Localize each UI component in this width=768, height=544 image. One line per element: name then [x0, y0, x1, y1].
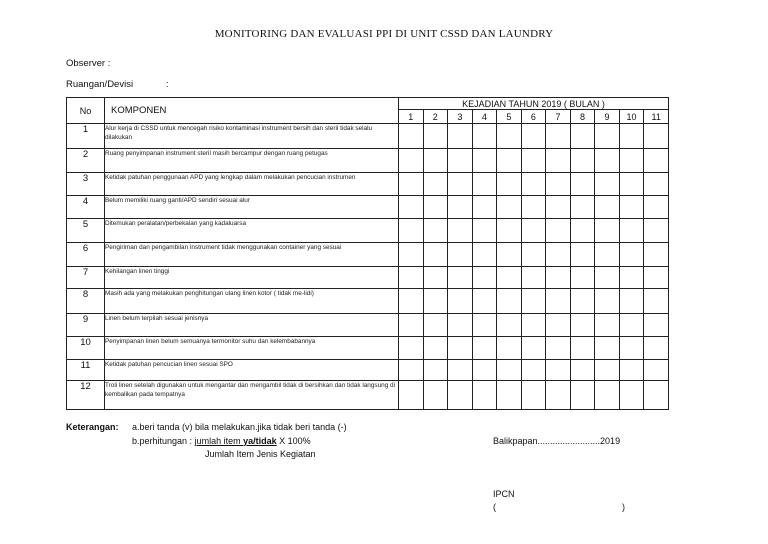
row-number: 4 — [67, 196, 105, 219]
month-cell-3[interactable] — [448, 314, 473, 337]
month-header-4: 4 — [472, 110, 497, 124]
month-cell-10[interactable] — [619, 124, 644, 149]
month-cell-8[interactable] — [570, 124, 595, 149]
month-cell-2[interactable] — [423, 196, 448, 219]
month-cell-1[interactable] — [399, 219, 424, 243]
month-header-7: 7 — [546, 110, 571, 124]
header-component: KOMPONEN — [105, 98, 399, 124]
month-cell-9[interactable] — [595, 381, 620, 410]
month-cell-8[interactable] — [570, 314, 595, 337]
month-cell-7[interactable] — [546, 337, 571, 360]
month-cell-4[interactable] — [472, 149, 497, 173]
month-cell-11[interactable] — [644, 337, 669, 360]
month-cell-11[interactable] — [644, 289, 669, 314]
month-cell-6[interactable] — [521, 219, 546, 243]
note-b — [132, 436, 311, 446]
month-cell-4[interactable] — [472, 360, 497, 381]
month-cell-11[interactable] — [644, 360, 669, 381]
month-cell-10[interactable] — [619, 149, 644, 173]
component-text: Penyimpanan linen belum semuanya termonitor suhu dan kelembabannya — [105, 337, 399, 360]
month-cell-9[interactable] — [595, 267, 620, 289]
table-row — [67, 196, 669, 219]
month-cell-10[interactable] — [619, 381, 644, 410]
component-text: Masih ada yang melakukan penghitungan ulang linen kotor ( tidak me-lidi) — [105, 289, 399, 314]
month-cell-3[interactable] — [448, 360, 473, 381]
note-b-yes-no: ya/tidak — [243, 436, 277, 446]
table-row — [67, 173, 669, 196]
month-cell-2[interactable] — [423, 314, 448, 337]
month-cell-5[interactable] — [497, 124, 522, 149]
month-cell-9[interactable] — [595, 360, 620, 381]
month-cell-11[interactable] — [644, 173, 669, 196]
note-b-suffix: X 100% — [279, 436, 311, 446]
month-cell-3[interactable] — [448, 289, 473, 314]
month-cell-8[interactable] — [570, 289, 595, 314]
month-cell-1[interactable] — [399, 173, 424, 196]
table-row — [67, 124, 669, 149]
month-cell-3[interactable] — [448, 124, 473, 149]
month-cell-5[interactable] — [497, 337, 522, 360]
month-header-6: 6 — [521, 110, 546, 124]
month-cell-8[interactable] — [570, 173, 595, 196]
month-cell-3[interactable] — [448, 337, 473, 360]
month-cell-4[interactable] — [472, 173, 497, 196]
month-cell-9[interactable] — [595, 196, 620, 219]
month-cell-6[interactable] — [521, 381, 546, 410]
month-cell-6[interactable] — [521, 173, 546, 196]
month-cell-5[interactable] — [497, 173, 522, 196]
note-b-prefix: b.perhitungan : — [132, 436, 193, 446]
month-cell-8[interactable] — [570, 360, 595, 381]
month-cell-1[interactable] — [399, 124, 424, 149]
table-row — [67, 149, 669, 173]
row-number: 9 — [67, 314, 105, 337]
month-cell-10[interactable] — [619, 243, 644, 267]
month-cell-4[interactable] — [472, 314, 497, 337]
component-text: Linen belum terpilah sesuai jenisnya — [105, 314, 399, 337]
month-cell-2[interactable] — [423, 337, 448, 360]
month-cell-9[interactable] — [595, 289, 620, 314]
month-cell-5[interactable] — [497, 219, 522, 243]
month-cell-2[interactable] — [423, 173, 448, 196]
month-cell-7[interactable] — [546, 243, 571, 267]
month-cell-11[interactable] — [644, 267, 669, 289]
notes-label: Keterangan: — [66, 422, 119, 432]
month-cell-2[interactable] — [423, 219, 448, 243]
month-cell-7[interactable] — [546, 314, 571, 337]
month-cell-1[interactable] — [399, 243, 424, 267]
month-cell-1[interactable] — [399, 337, 424, 360]
row-number: 2 — [67, 149, 105, 173]
signature-role: IPCN — [493, 489, 515, 499]
month-header-5: 5 — [497, 110, 522, 124]
month-cell-6[interactable] — [521, 149, 546, 173]
table-row — [67, 267, 669, 289]
month-cell-7[interactable] — [546, 124, 571, 149]
monitoring-table — [66, 97, 669, 410]
month-cell-3[interactable] — [448, 219, 473, 243]
row-number: 10 — [67, 337, 105, 360]
component-text: Troli linen setelah digunakan untuk mengantar dan mengambil tidak di bersihkan dan tidak langsung di kembalikan pada tempatnya — [105, 381, 399, 410]
month-cell-1[interactable] — [399, 149, 424, 173]
row-number: 6 — [67, 243, 105, 267]
month-cell-11[interactable] — [644, 124, 669, 149]
month-cell-10[interactable] — [619, 173, 644, 196]
month-cell-6[interactable] — [521, 337, 546, 360]
month-cell-9[interactable] — [595, 314, 620, 337]
month-cell-8[interactable] — [570, 243, 595, 267]
month-cell-10[interactable] — [619, 267, 644, 289]
room-colon: : — [166, 79, 169, 90]
room-field — [66, 79, 169, 90]
table-row — [67, 243, 669, 267]
month-cell-3[interactable] — [448, 243, 473, 267]
table-row — [67, 314, 669, 337]
month-header-2: 2 — [423, 110, 448, 124]
month-cell-11[interactable] — [644, 314, 669, 337]
month-cell-1[interactable] — [399, 267, 424, 289]
component-text: Pengiriman dan pengambilan instrument tidak menggunakan container yang sesuai — [105, 243, 399, 267]
month-cell-6[interactable] — [521, 196, 546, 219]
month-cell-3[interactable] — [448, 196, 473, 219]
component-text: Alur kerja di CSSD untuk mencegah risiko kontaminasi instrument bersih dan steril tidak selalu dilakukan — [105, 124, 399, 149]
month-cell-11[interactable] — [644, 243, 669, 267]
place-date: Balikpapan.........................2019 — [493, 436, 621, 446]
month-cell-11[interactable] — [644, 381, 669, 410]
month-cell-4[interactable] — [472, 124, 497, 149]
month-cell-2[interactable] — [423, 381, 448, 410]
month-cell-7[interactable] — [546, 196, 571, 219]
month-cell-4[interactable] — [472, 337, 497, 360]
month-cell-4[interactable] — [472, 267, 497, 289]
row-number: 11 — [67, 360, 105, 381]
month-cell-7[interactable] — [546, 219, 571, 243]
month-cell-9[interactable] — [595, 149, 620, 173]
month-cell-1[interactable] — [399, 314, 424, 337]
month-cell-7[interactable] — [546, 381, 571, 410]
table-row — [67, 337, 669, 360]
component-text: Ketidak patuhan penggunaan APD yang lengkap dalam melakukan pencucian instrumen — [105, 173, 399, 196]
month-cell-9[interactable] — [595, 243, 620, 267]
month-cell-10[interactable] — [619, 360, 644, 381]
month-cell-9[interactable] — [595, 124, 620, 149]
row-number: 1 — [67, 124, 105, 149]
month-cell-3[interactable] — [448, 381, 473, 410]
note-b-formula — [195, 436, 277, 446]
month-cell-10[interactable] — [619, 196, 644, 219]
month-cell-6[interactable] — [521, 289, 546, 314]
month-cell-10[interactable] — [619, 314, 644, 337]
observer-label: Observer : — [66, 58, 111, 69]
month-cell-7[interactable] — [546, 289, 571, 314]
month-header-3: 3 — [448, 110, 473, 124]
month-cell-3[interactable] — [448, 173, 473, 196]
month-cell-9[interactable] — [595, 337, 620, 360]
month-cell-8[interactable] — [570, 267, 595, 289]
month-cell-1[interactable] — [399, 381, 424, 410]
document-title: MONITORING DAN EVALUASI PPI DI UNIT CSSD DAN LAUNDRY — [214, 28, 554, 40]
month-cell-7[interactable] — [546, 267, 571, 289]
month-cell-4[interactable] — [472, 196, 497, 219]
month-cell-11[interactable] — [644, 149, 669, 173]
month-cell-7[interactable] — [546, 360, 571, 381]
component-text: Belum memiliki ruang ganti/APD sendiri sesuai alur — [105, 196, 399, 219]
row-number: 5 — [67, 219, 105, 243]
month-header-9: 9 — [595, 110, 620, 124]
month-cell-8[interactable] — [570, 219, 595, 243]
month-cell-2[interactable] — [423, 267, 448, 289]
month-cell-2[interactable] — [423, 243, 448, 267]
month-cell-5[interactable] — [497, 196, 522, 219]
month-cell-9[interactable] — [595, 219, 620, 243]
component-text: Ketidak patuhan pencucian linen sesuai SPO — [105, 360, 399, 381]
month-cell-9[interactable] — [595, 173, 620, 196]
month-cell-5[interactable] — [497, 360, 522, 381]
note-a: a.beri tanda (v) bila melakukan.jika tidak beri tanda (-) — [132, 422, 347, 432]
month-cell-1[interactable] — [399, 289, 424, 314]
month-header-1: 1 — [399, 110, 424, 124]
row-number: 8 — [67, 289, 105, 314]
table-row — [67, 219, 669, 243]
signature-close-paren: ) — [622, 502, 625, 512]
month-cell-6[interactable] — [521, 360, 546, 381]
month-cell-5[interactable] — [497, 267, 522, 289]
room-label: Ruangan/Devisi — [66, 79, 134, 90]
month-cell-6[interactable] — [521, 314, 546, 337]
month-cell-8[interactable] — [570, 337, 595, 360]
month-cell-11[interactable] — [644, 196, 669, 219]
table-row — [67, 289, 669, 314]
month-cell-10[interactable] — [619, 219, 644, 243]
month-cell-5[interactable] — [497, 243, 522, 267]
month-cell-6[interactable] — [521, 267, 546, 289]
month-cell-5[interactable] — [497, 314, 522, 337]
month-cell-7[interactable] — [546, 149, 571, 173]
header-no: No — [67, 98, 105, 124]
header-event-year: KEJADIAN TAHUN 2019 ( BULAN ) — [399, 98, 669, 110]
month-cell-4[interactable] — [472, 381, 497, 410]
component-text: Ditemukan peralatan/perbekalan yang kadaluarsa — [105, 219, 399, 243]
note-b-numerator: jumlah item — [194, 436, 241, 446]
month-cell-2[interactable] — [423, 124, 448, 149]
month-cell-3[interactable] — [448, 149, 473, 173]
component-text: Kehilangan linen tinggi — [105, 267, 399, 289]
month-header-11: 11 — [644, 110, 669, 124]
month-cell-2[interactable] — [423, 149, 448, 173]
month-cell-10[interactable] — [619, 289, 644, 314]
table-row — [67, 381, 669, 410]
row-number: 3 — [67, 173, 105, 196]
month-cell-5[interactable] — [497, 289, 522, 314]
month-cell-4[interactable] — [472, 289, 497, 314]
row-number: 12 — [67, 381, 105, 410]
month-cell-6[interactable] — [521, 243, 546, 267]
table-body — [67, 124, 669, 410]
month-cell-4[interactable] — [472, 219, 497, 243]
month-header-10: 10 — [619, 110, 644, 124]
table-row — [67, 360, 669, 381]
month-header-8: 8 — [570, 110, 595, 124]
month-cell-10[interactable] — [619, 337, 644, 360]
component-text: Ruang penyimpanan instrument steril masih bercampur dengan ruang petugas — [105, 149, 399, 173]
row-number: 7 — [67, 267, 105, 289]
month-cell-4[interactable] — [472, 243, 497, 267]
month-cell-7[interactable] — [546, 173, 571, 196]
month-cell-2[interactable] — [423, 360, 448, 381]
month-cell-3[interactable] — [448, 267, 473, 289]
month-cell-8[interactable] — [570, 196, 595, 219]
month-cell-2[interactable] — [423, 289, 448, 314]
month-cell-5[interactable] — [497, 149, 522, 173]
signature-open-paren: ( — [493, 502, 496, 512]
note-b-denominator: Jumlah Item Jenis Kegiatan — [205, 449, 316, 459]
month-cell-11[interactable] — [644, 219, 669, 243]
month-cell-1[interactable] — [399, 360, 424, 381]
month-cell-6[interactable] — [521, 124, 546, 149]
month-cell-8[interactable] — [570, 149, 595, 173]
month-cell-8[interactable] — [570, 381, 595, 410]
month-cell-5[interactable] — [497, 381, 522, 410]
month-cell-1[interactable] — [399, 196, 424, 219]
